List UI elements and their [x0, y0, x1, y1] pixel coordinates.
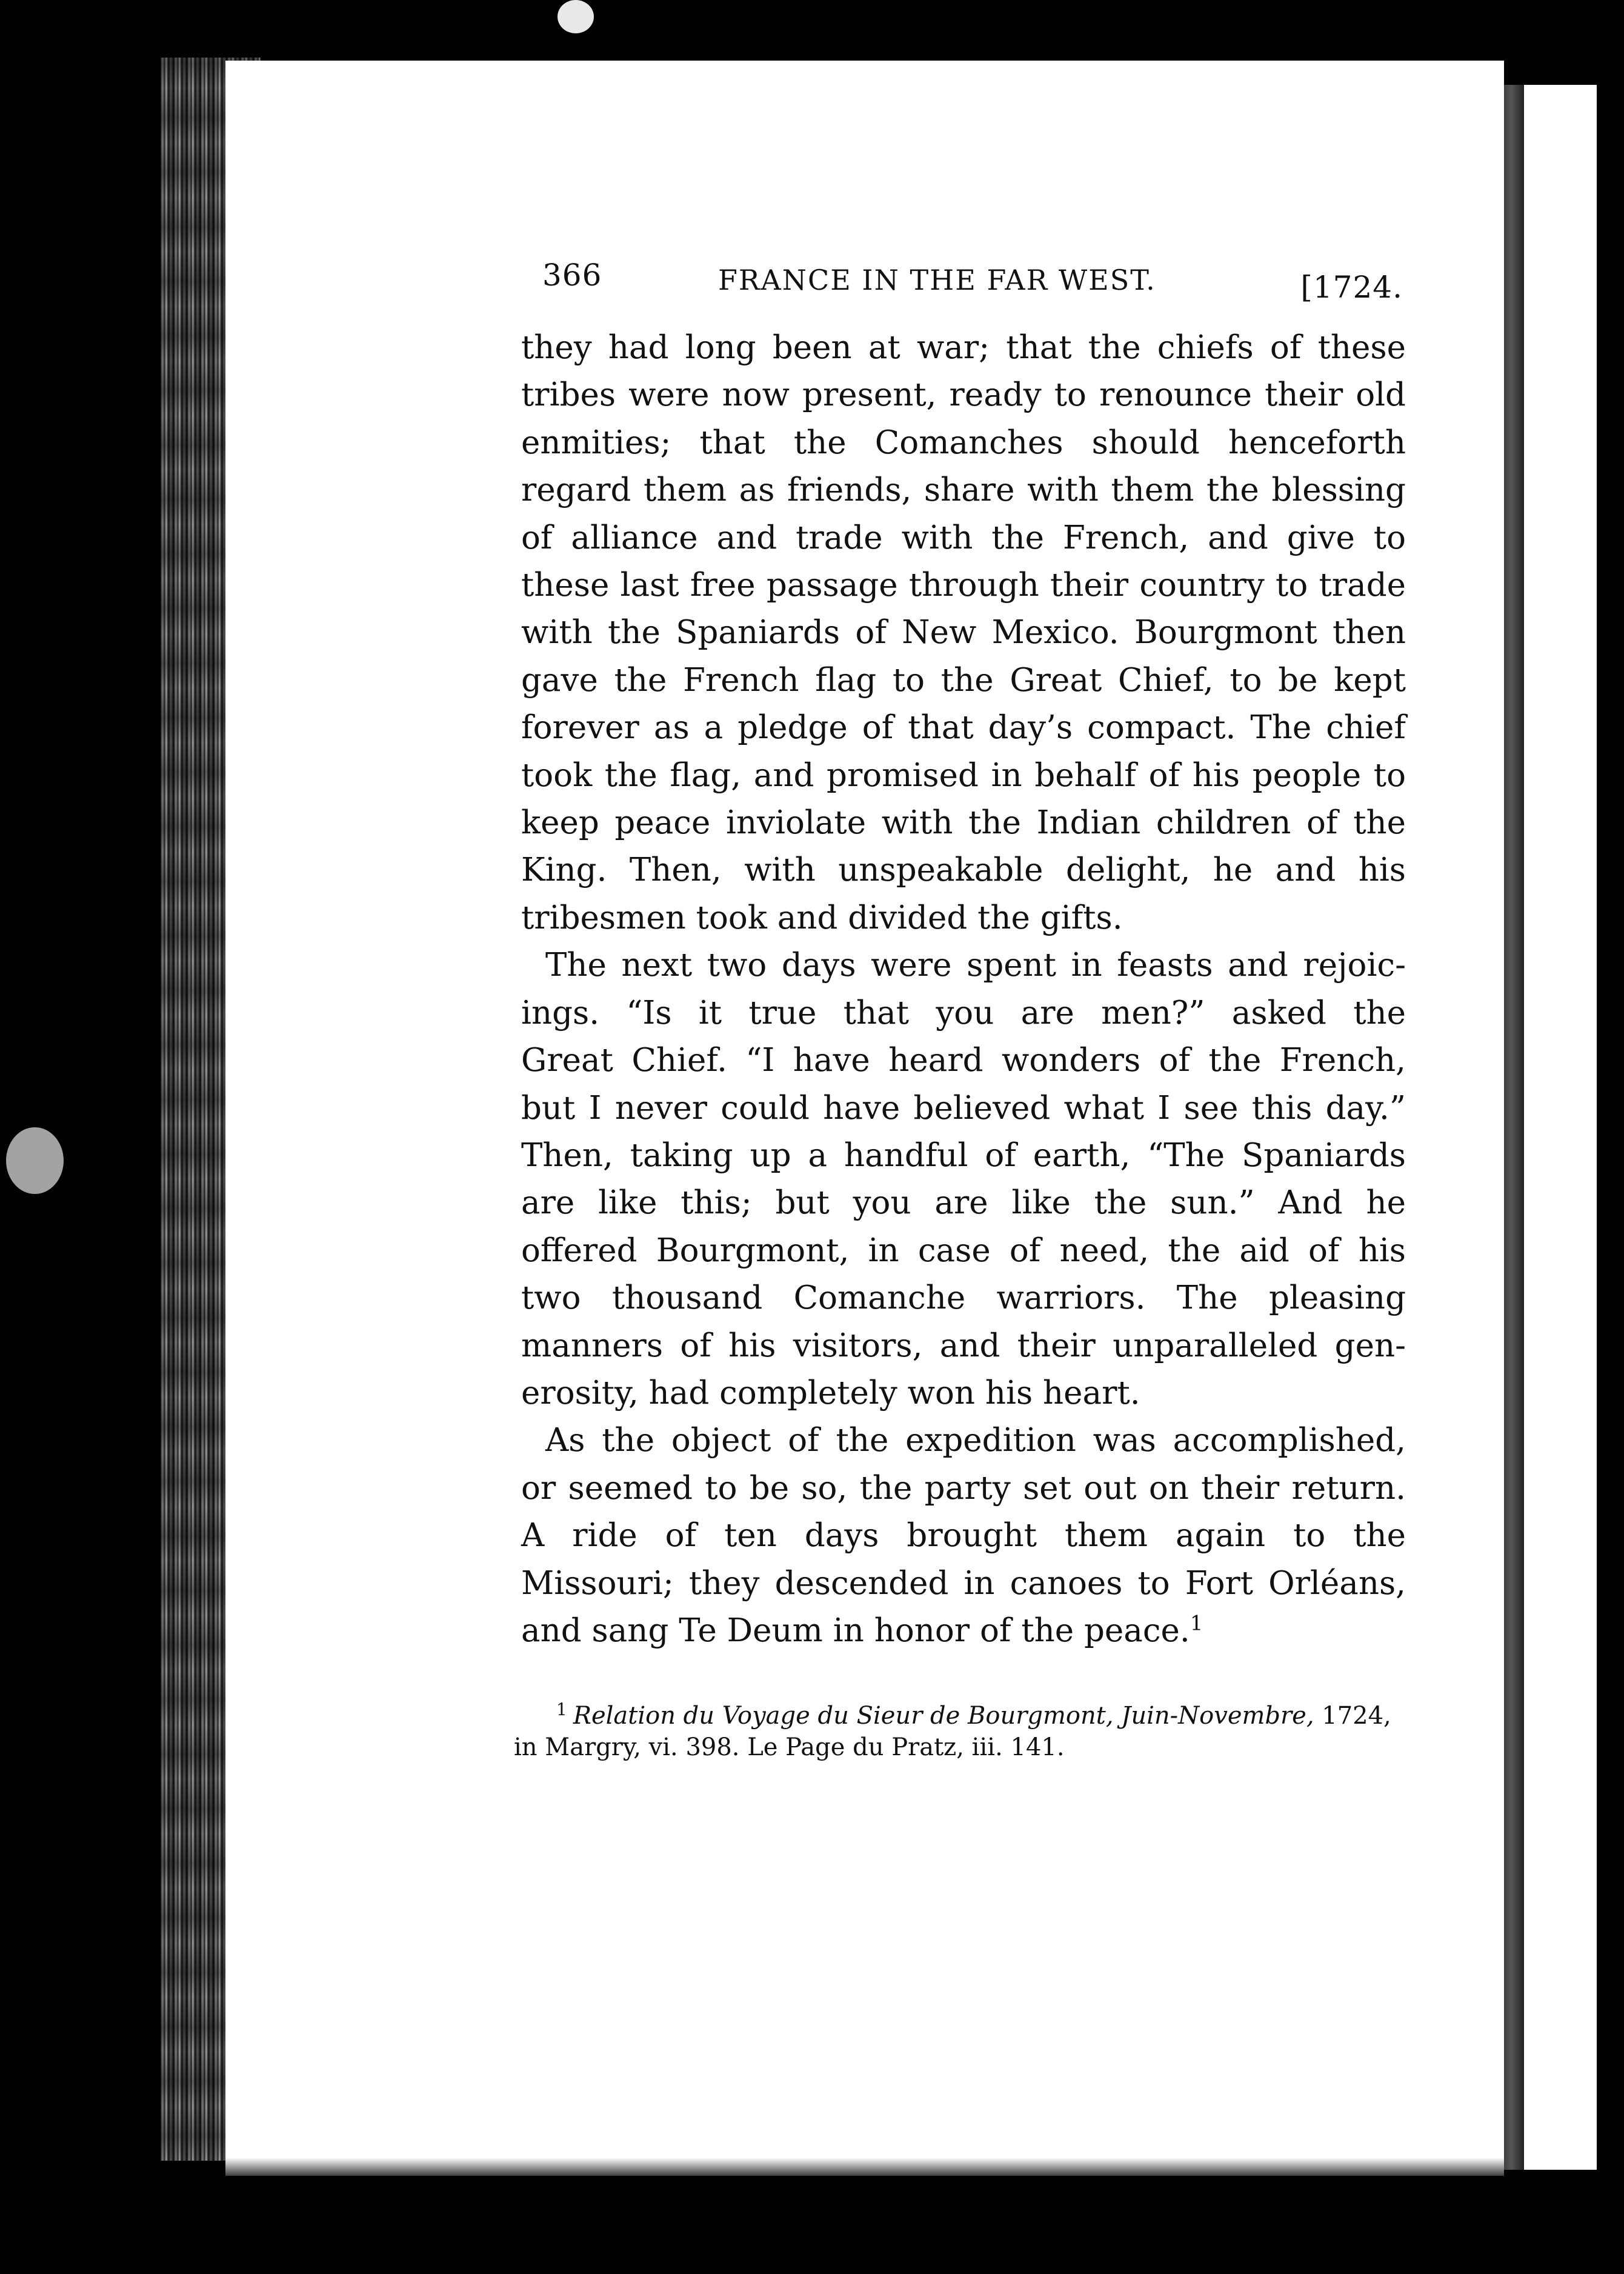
body-text: [521, 324, 1406, 1655]
footnote-year: 1724,: [1314, 1702, 1391, 1730]
text-line: Then, taking up a handful of earth, “The Spaniards: [521, 1136, 1406, 1174]
header-year: [1724.: [1300, 270, 1403, 305]
text-line: tribes were now present, ready to renounce their old: [521, 376, 1406, 414]
footnote-citation-title: Relation du Voyage du Sieur de Bourgmont, Juin-Novembre,: [573, 1702, 1314, 1730]
paragraph: [521, 324, 1406, 942]
text-line: erosity, had completely won his heart.: [521, 1374, 1140, 1412]
text-line-with-footnote: [521, 1607, 1406, 1655]
text-line: offered Bourgmont, in case of need, the aid of his: [521, 1232, 1406, 1269]
text-line: two thousand Comanche warriors. The pleasing: [521, 1279, 1406, 1317]
text-line: King. Then, with unspeakable delight, he and his: [521, 852, 1406, 889]
running-title: FRANCE IN THE FAR WEST.: [718, 264, 1156, 296]
text-line: Missouri; they descended in canoes to Fort Orléans,: [521, 1564, 1406, 1602]
footnote-line: [514, 1699, 1391, 1732]
text-line: and sang Te Deum in honor of the peace.: [521, 1612, 1190, 1649]
text-line: enmities; that the Comanches should henceforth: [521, 424, 1406, 461]
page-bottom-shadow: [225, 2158, 1504, 2182]
text-line: keep peace inviolate with the Indian children of the: [521, 804, 1406, 842]
text-line: As the object of the expedition was accomplished,: [545, 1422, 1406, 1459]
scan-speck: [6, 1127, 64, 1194]
text-line: A ride of ten days brought them again to the: [521, 1517, 1406, 1555]
text-line: forever as a pledge of that day’s compact. The chief: [521, 709, 1406, 747]
facing-page-sliver: [1524, 85, 1597, 2170]
text-line: with the Spaniards of New Mexico. Bourgmont then: [521, 614, 1406, 652]
text-line: ings. “Is it true that you are men?” asked the: [521, 994, 1406, 1032]
text-line: but I never could have believed what I see this day.”: [521, 1089, 1406, 1127]
text-line: are like this; but you are like the sun.” And he: [521, 1184, 1406, 1222]
running-header: [542, 258, 1403, 306]
text-line: took the flag, and promised in behalf of his people to: [521, 756, 1406, 794]
footnote: [514, 1699, 1391, 1763]
text-line: these last free passage through their country to trade: [521, 567, 1406, 604]
footnote-line: in Margry, vi. 398. Le Page du Pratz, iii. 141.: [514, 1733, 1065, 1761]
text-line: manners of his visitors, and their unparalleled gen-: [521, 1327, 1406, 1364]
text-line: tribesmen took and divided the gifts.: [521, 899, 1123, 936]
page-number: 366: [542, 258, 602, 293]
text-line: gave the French flag to the Great Chief, to be kept: [521, 661, 1406, 699]
scan-speck: [557, 0, 594, 33]
paragraph: [521, 942, 1406, 1417]
text-line: Great Chief. “I have heard wonders of the French,: [521, 1042, 1406, 1079]
paragraph: [521, 1417, 1406, 1655]
footnote-reference: 1: [1190, 1611, 1203, 1636]
text-line: The next two days were spent in feasts and rejoic-: [545, 947, 1406, 984]
footnote-marker: 1: [556, 1699, 567, 1719]
text-line: regard them as friends, share with them the blessing: [521, 472, 1406, 509]
text-line: of alliance and trade with the French, and give to: [521, 519, 1406, 556]
text-line: or seemed to be so, the party set out on their return.: [521, 1469, 1406, 1507]
text-line: they had long been at war; that the chiefs of these: [521, 329, 1406, 366]
